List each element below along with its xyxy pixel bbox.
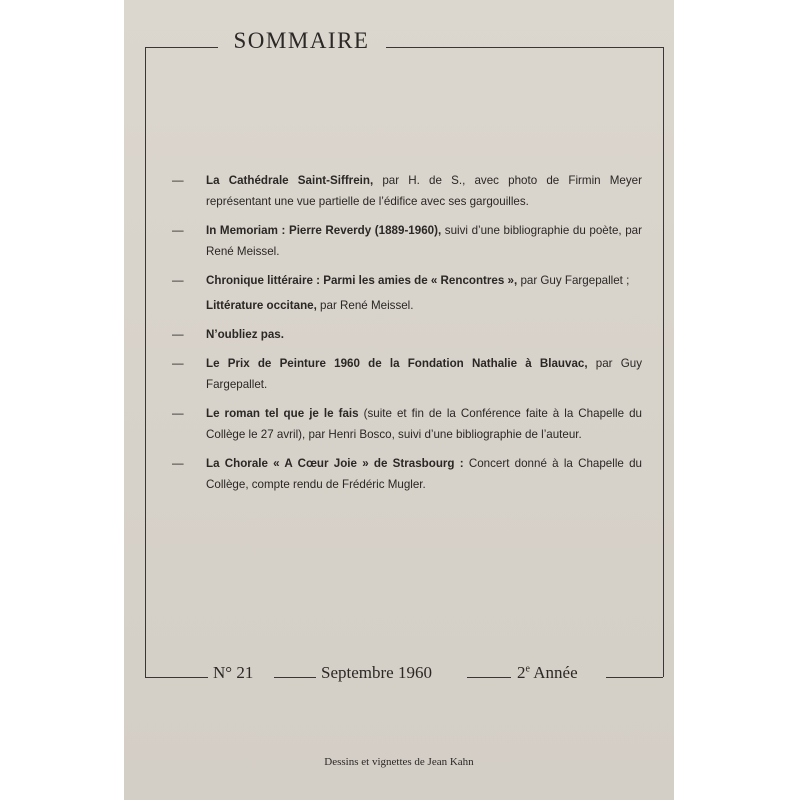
entry-dash: — xyxy=(172,274,183,287)
toc-entry xyxy=(172,220,642,262)
entry-dash: — xyxy=(172,407,183,420)
magazine-page xyxy=(124,0,674,800)
toc-entry xyxy=(172,170,642,212)
footer-rule xyxy=(467,677,511,678)
page-title: SOMMAIRE xyxy=(233,28,370,53)
entry-dash: — xyxy=(172,174,183,187)
entry-detail: par Guy Fargepallet. xyxy=(206,357,642,391)
toc-entry xyxy=(172,324,642,345)
header-rule-right xyxy=(386,47,663,48)
entry-sub-detail: par René Meissel. xyxy=(316,299,414,312)
illustration-credit: Dessins et vignettes de Jean Kahn xyxy=(324,756,474,768)
issue-date: Septembre 1960 xyxy=(321,663,432,682)
entry-title: N’oubliez pas. xyxy=(206,328,284,341)
toc-entry xyxy=(172,453,642,495)
issue-number: N° 21 xyxy=(213,663,254,682)
entry-detail: par Guy Fargepallet ; xyxy=(517,274,630,287)
footer-rule xyxy=(606,677,663,678)
entry-dash: — xyxy=(172,224,183,237)
entry-dash: — xyxy=(172,328,183,341)
table-of-contents xyxy=(172,170,642,503)
entry-title: La Cathédrale Saint-Siffrein, xyxy=(206,174,374,187)
entry-dash: — xyxy=(172,357,183,370)
entry-title: Le Prix de Peinture 1960 de la Fondation Nathalie à Blauvac, xyxy=(206,357,588,370)
toc-entry xyxy=(172,403,642,445)
footer-rule xyxy=(145,677,208,678)
entry-title: La Chorale « A Cœur Joie » de Strasbourg : xyxy=(206,457,464,470)
entry-subtitle: Littérature occitane, xyxy=(206,299,317,312)
entry-detail: suivi d’une bibliographie du poète, par René Meissel. xyxy=(206,224,642,258)
toc-entry xyxy=(172,353,642,395)
entry-title: Chronique littéraire : Parmi les amies de « Rencontres », xyxy=(206,274,518,287)
entry-title: Le roman tel que je le fais xyxy=(206,407,359,420)
entry-detail: (suite et fin de la Conférence faite à la Chapelle du Collège le 27 avril), par Henri Bosco, suivi d’une bibliographie de l’auteur. xyxy=(206,407,642,441)
footer-rule xyxy=(274,677,316,678)
entry-title: In Memoriam : Pierre Reverdy (1889-1960), xyxy=(206,224,442,237)
entry-detail: par H. de S., avec photo de Firmin Meyer représentant une vue partielle de l’édifice avec ses gargouilles. xyxy=(206,174,642,208)
toc-entry xyxy=(172,270,642,316)
entry-detail: Concert donné à la Chapelle du Collège, compte rendu de Frédéric Mugler. xyxy=(206,457,642,491)
entry-dash: — xyxy=(172,457,183,470)
header-rule-left xyxy=(145,47,218,48)
issue-year: 2e Année xyxy=(517,663,578,682)
